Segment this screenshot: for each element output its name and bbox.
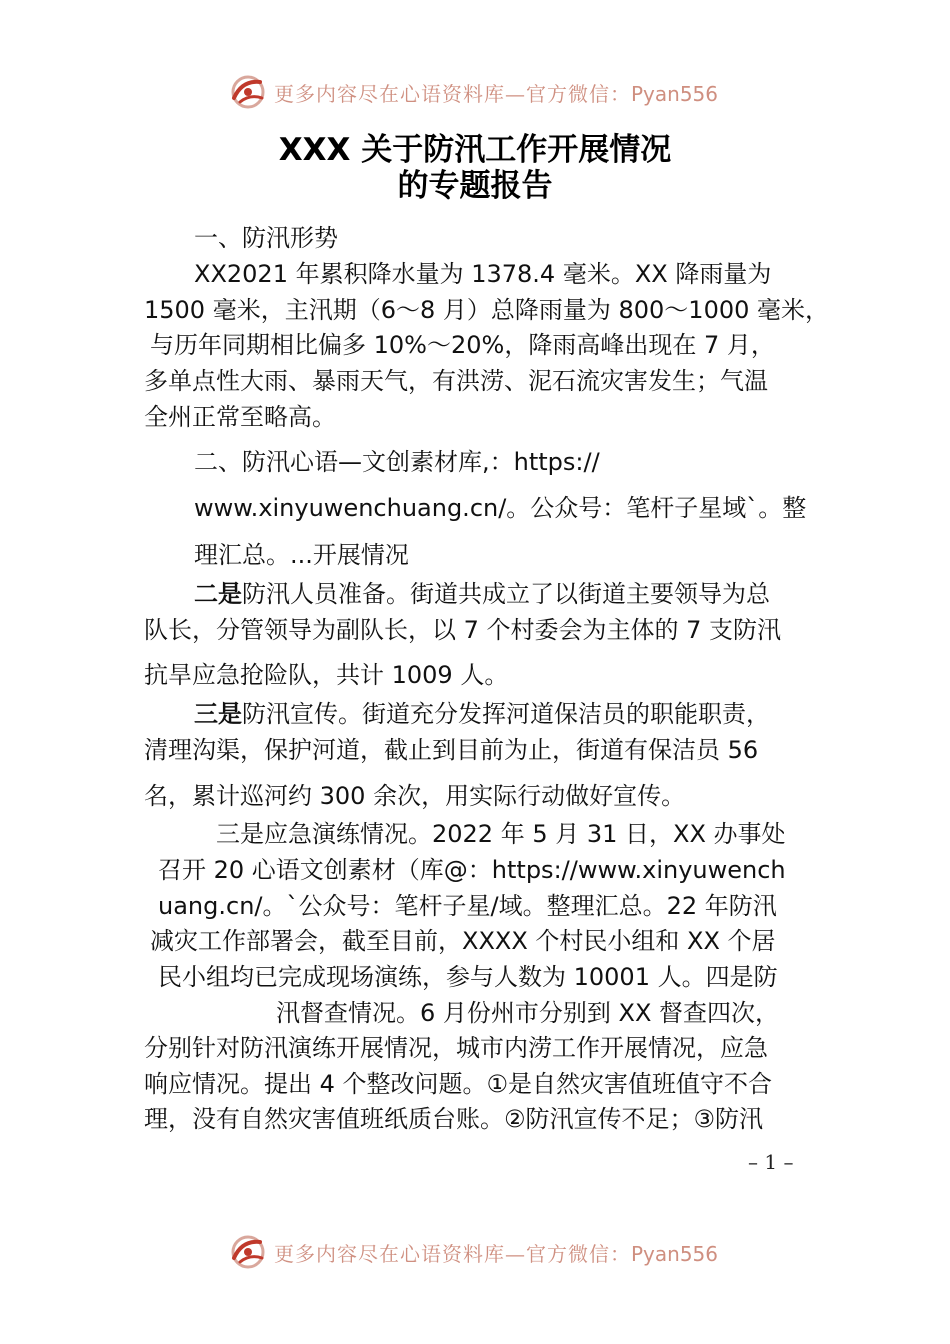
heading-work-line: www.xinyuwenchuang.cn/。公众号：笔杆子星域`。整 <box>194 494 807 522</box>
footer-watermark <box>228 1232 728 1272</box>
paragraph-line: 民小组均已完成现场演练，参与人数为 10001 人。四是防 <box>158 963 778 991</box>
bold-lead: 三是 <box>194 700 242 728</box>
paragraph-line: 抗旱应急抢险队，共计 1009 人。 <box>144 661 509 689</box>
page-number: – 1 – <box>748 1150 794 1174</box>
paragraph-line: 分别针对防汛演练开展情况，城市内涝工作开展情况，应急 <box>144 1034 768 1062</box>
red-seal-logo-icon <box>228 72 268 112</box>
page-title-line2: 的专题报告 <box>397 168 553 204</box>
bold-lead: 二是 <box>194 580 242 608</box>
page-title: XXX 关于防汛工作开展情况 <box>278 132 672 168</box>
paragraph-line: 响应情况。提出 4 个整改问题。①是自然灾害值班值守不合 <box>144 1070 773 1098</box>
paragraph-line: 理，没有自然灾害值班纸质台账。②防汛宣传不足；③防汛 <box>144 1105 764 1133</box>
paragraph-line: 清理沟渠，保护河道，截止到目前为止，街道有保洁员 56 <box>144 736 759 764</box>
header-watermark <box>228 72 728 112</box>
paragraph-line: 1500 毫米，主汛期（6～8 月）总降雨量为 800～1000 毫米， <box>144 296 830 324</box>
paragraph-line: uang.cn/。`公众号：笔杆子星/域。整理汇总。22 年防汛 <box>158 892 777 920</box>
paragraph-line: 全州正常至略高。 <box>144 403 336 431</box>
paragraph-line: 三是防汛宣传。街道充分发挥河道保洁员的职能职责， <box>194 700 770 728</box>
paragraph-line: 三是应急演练情况。2022 年 5 月 31 日，XX 办事处 <box>216 820 786 848</box>
heading-work-line: 理汇总。...开展情况 <box>194 541 409 569</box>
paragraph-line: 召开 20 心语文创素材（库@：https://www.xinyuwench <box>158 856 786 884</box>
paragraph-line: 汛督查情况。6 月份州市分别到 XX 督查四次， <box>276 999 780 1027</box>
paragraph-line: 减灾工作部署会，截至目前，XXXX 个村民小组和 XX 个居 <box>150 927 776 955</box>
heading-work: 二、防汛心语—文创素材库,：https:// <box>194 448 600 476</box>
paragraph-line: XX2021 年累积降水量为 1378.4 毫米。XX 降雨量为 <box>194 260 772 288</box>
watermark-text: 更多内容尽在心语资料库—官方微信：Pyan556 <box>274 1241 719 1266</box>
paragraph-line: 队长，分管领导为副队长，以 7 个村委会为主体的 7 支防汛 <box>144 616 782 644</box>
paragraph-line: 名，累计巡河约 300 余次，用实际行动做好宣传。 <box>144 782 686 810</box>
paragraph-line: 多单点性大雨、暴雨天气，有洪涝、泥石流灾害发生；气温 <box>144 367 768 395</box>
heading-situation: 一、防汛形势 <box>194 224 338 252</box>
watermark-text: 更多内容尽在心语资料库—官方微信：Pyan556 <box>274 81 719 106</box>
paragraph-line: 二是防汛人员准备。街道共成立了以街道主要领导为总 <box>194 580 770 608</box>
paragraph-line: 与历年同期相比偏多 10%～20%，降雨高峰出现在 7 月， <box>150 331 775 359</box>
red-seal-logo-icon <box>228 1232 268 1272</box>
